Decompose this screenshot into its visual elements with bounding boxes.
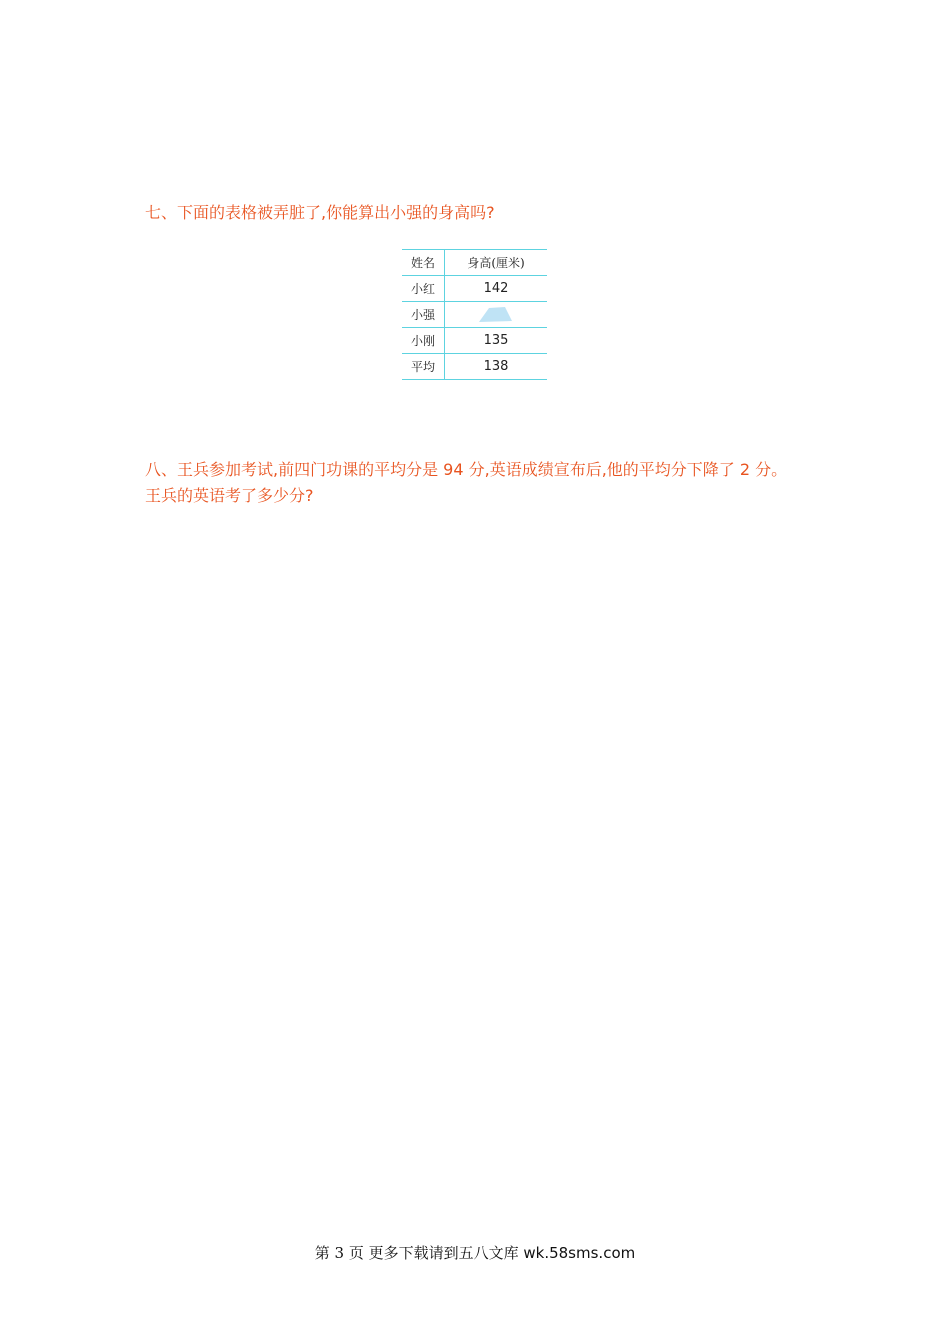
table-row [402, 354, 547, 380]
row-height-stained [445, 302, 548, 328]
header-height: 身高(厘米) [445, 250, 548, 276]
table-row [402, 302, 547, 328]
row-height: 138 [445, 354, 548, 380]
row-name: 小红 [402, 276, 445, 302]
question-8-line-2: 王兵的英语考了多少分? [145, 486, 314, 505]
header-name: 姓名 [402, 250, 445, 276]
row-name: 小刚 [402, 328, 445, 354]
height-table [402, 249, 547, 380]
table-header-row [402, 250, 547, 276]
row-height: 142 [445, 276, 548, 302]
table-row [402, 328, 547, 354]
row-name: 平均 [402, 354, 445, 380]
table-row [402, 276, 547, 302]
footer-url: wk.58sms.com [523, 1244, 636, 1262]
question-8-line-1: 八、王兵参加考试,前四门功课的平均分是 94 分,英语成绩宣布后,他的平均分下降了 2 分。 [145, 460, 788, 479]
row-name: 小强 [402, 302, 445, 328]
footer-text: 第 3 页 更多下载请到五八文库 [314, 1244, 524, 1262]
question-7-title: 七、下面的表格被弄脏了,你能算出小强的身高吗? [145, 203, 495, 222]
row-height: 135 [445, 328, 548, 354]
ink-stain-icon [479, 307, 513, 323]
page-footer [0, 1242, 950, 1263]
